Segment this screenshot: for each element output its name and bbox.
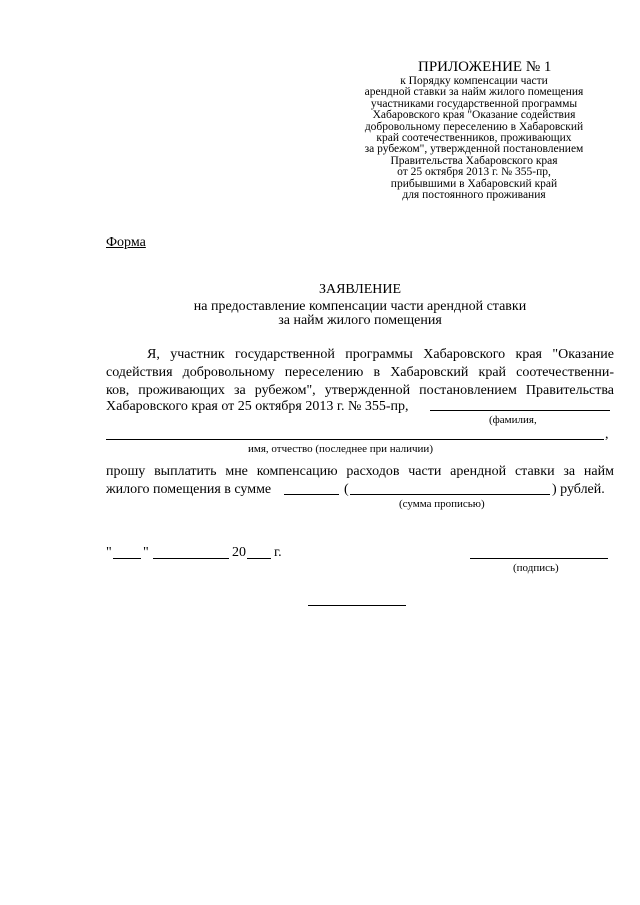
rubles-text: ) рублей. bbox=[552, 482, 605, 497]
appendix-line: за рубежом", утвержденной постановлением bbox=[364, 143, 584, 156]
appendix-line: добровольному переселению в Хабаровский bbox=[364, 120, 584, 133]
amount-digits-line[interactable] bbox=[284, 494, 339, 495]
signature-hint: (подпись) bbox=[513, 562, 559, 574]
request-line-1: прошу выплатить мне компенсацию расходов части арендной ставки за найм bbox=[106, 464, 614, 479]
appendix-line: от 25 октября 2013 г. № 355-пр, bbox=[397, 166, 551, 179]
signature-field-line[interactable] bbox=[470, 558, 608, 559]
end-separator bbox=[308, 605, 406, 606]
appendix-line: к Порядку компенсации части bbox=[400, 75, 548, 87]
subtitle-line: за найм жилого помещения bbox=[278, 313, 442, 328]
appendix-subtitle bbox=[330, 76, 618, 201]
surname-field-line[interactable] bbox=[430, 410, 610, 411]
appendix-line: край соотечественников, проживающих bbox=[376, 132, 572, 145]
year-prefix: 20 bbox=[232, 545, 246, 560]
name-field-line[interactable] bbox=[106, 439, 604, 440]
appendix-line: участниками государственной программы bbox=[370, 97, 578, 110]
request-line-2: жилого помещения в сумме bbox=[106, 482, 272, 497]
body-line-3: ков, проживающих за рубежом", утвержденной постановлением Правительства bbox=[106, 383, 614, 398]
surname-hint: (фамилия, bbox=[489, 414, 537, 426]
month-field-line[interactable] bbox=[153, 558, 229, 559]
appendix-line: Хабаровского края "Оказание содействия bbox=[372, 109, 576, 122]
day-field-line[interactable] bbox=[113, 558, 141, 559]
subtitle-line: на предоставление компенсации части арендной ставки bbox=[193, 299, 527, 314]
date-open-quote: " bbox=[106, 545, 112, 560]
statement-subtitle bbox=[106, 300, 614, 328]
year-field-line[interactable] bbox=[247, 558, 271, 559]
amount-words-hint: (сумма прописью) bbox=[399, 498, 485, 510]
date-close-quote: " bbox=[143, 545, 149, 560]
open-paren: ( bbox=[344, 482, 349, 497]
statement-title: ЗАЯВЛЕНИЕ bbox=[318, 282, 402, 297]
body-line-4: Хабаровского края от 25 октября 2013 г. № 355-пр, bbox=[106, 399, 409, 414]
year-suffix: г. bbox=[274, 545, 282, 560]
appendix-title: ПРИЛОЖЕНИЕ № 1 bbox=[418, 59, 552, 75]
name-hint: имя, отчество (последнее при наличии) bbox=[248, 443, 433, 455]
comma: , bbox=[605, 427, 609, 442]
form-label: Форма bbox=[106, 235, 146, 250]
body-line-1: Я, участник государственной программы Хабаровского края "Оказание bbox=[147, 347, 614, 362]
amount-words-line[interactable] bbox=[350, 494, 550, 495]
appendix-line: прибывшими в Хабаровский край bbox=[390, 177, 558, 190]
appendix-line: Правительства Хабаровского края bbox=[390, 154, 558, 167]
body-line-2: содействия добровольному переселению в Хабаровский край соотечественни- bbox=[106, 365, 614, 380]
appendix-line: арендной ставки за найм жилого помещения bbox=[364, 86, 584, 99]
appendix-line: для постоянного проживания bbox=[402, 189, 546, 202]
